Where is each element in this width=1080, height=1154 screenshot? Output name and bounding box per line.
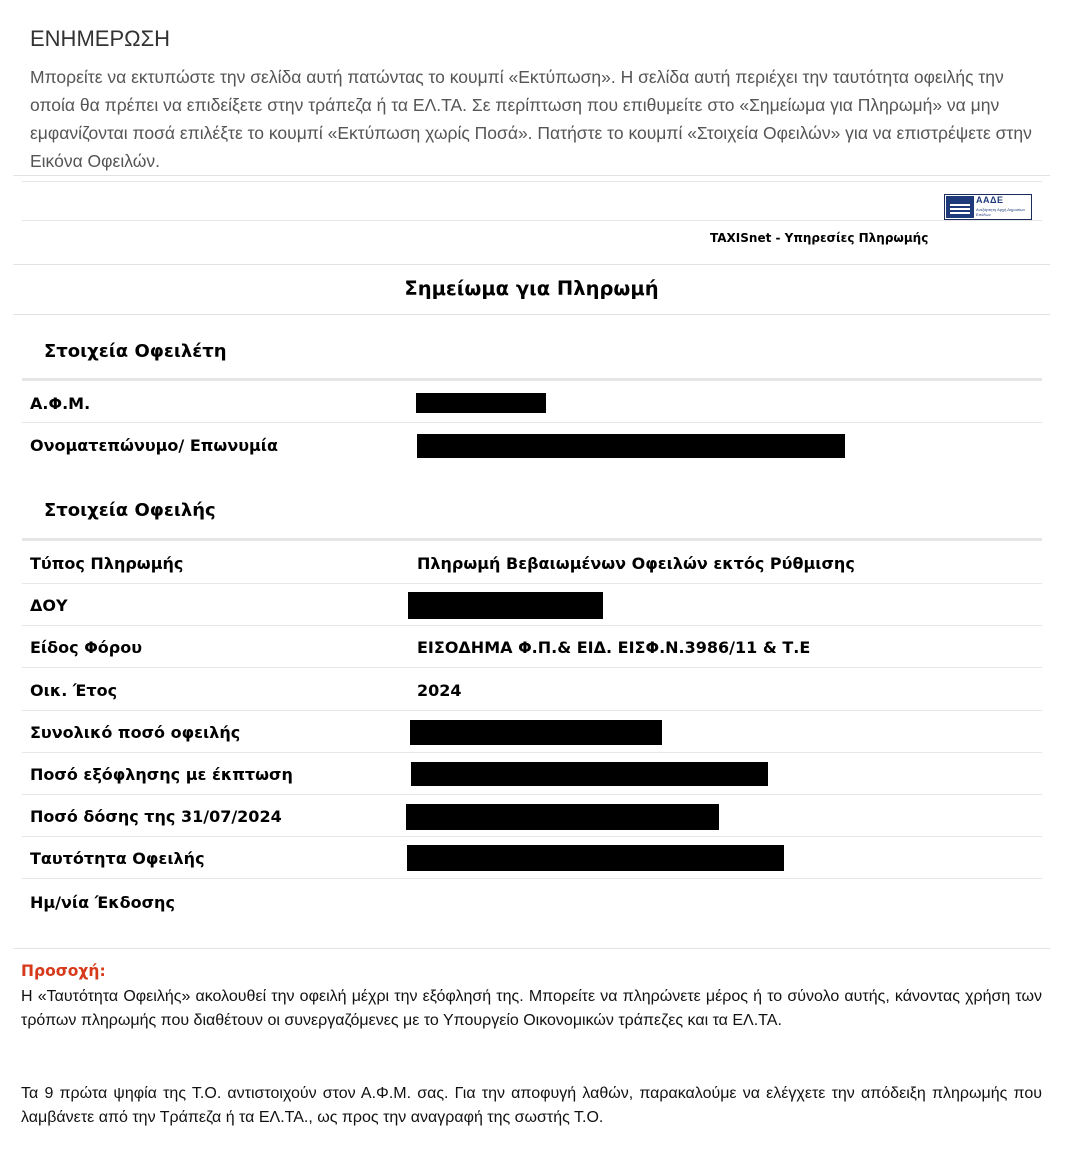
payment-type-label: Τύπος Πληρωμής	[30, 554, 184, 573]
service-caption: TAXISnet - Υπηρεσίες Πληρωμής	[710, 231, 929, 245]
divider	[22, 220, 1042, 221]
divider	[13, 264, 1050, 265]
note-paragraph-2: Τα 9 πρώτα ψηφία της Τ.Ο. αντιστοιχούν στον Α.Φ.Μ. σας. Για την αποφυγή λαθών, παρακαλούμε να ελέγχετε την απόδειξη πληρωμής που λαμβάνετε από την Τράπεζα ή τα ΕΛ.ΤΑ., ως προς την αναγραφή της σωστής Τ.Ο.	[21, 1085, 1042, 1126]
redacted-debt-id	[407, 845, 784, 871]
issue-date-label: Ημ/νία Έκδοσης	[30, 893, 175, 912]
aade-logo	[944, 194, 1032, 220]
year-label: Οικ. Έτος	[30, 681, 118, 700]
doy-label: ΔΟΥ	[30, 596, 68, 615]
tax-type-value: ΕΙΣΟΔΗΜΑ Φ.Π.& ΕΙΔ. ΕΙΣΦ.Ν.3986/11 & Τ.Ε	[417, 638, 811, 657]
divider	[13, 175, 1050, 176]
section-divider	[22, 538, 1042, 541]
discount-amount-label: Ποσό εξόφλησης με έκπτωση	[30, 765, 293, 784]
divider	[22, 181, 1042, 182]
document-title: Σημείωμα για Πληρωμή	[404, 277, 659, 300]
row-divider	[22, 625, 1042, 626]
redacted-discount-amount	[411, 762, 768, 786]
row-divider	[22, 752, 1042, 753]
info-text: Μπορείτε να εκτυπώστε την σελίδα αυτή πατώντας το κουμπί «Εκτύπωση». Η σελίδα αυτή περιέχει την ταυτότητα οφειλής την οποία θα πρέπει να επιδείξετε στην τράπεζα ή τα ΕΛ.ΤΑ. Σε περίπτωση που επιθυμείτε στο «Σημείωμα για Πληρωμή» να μην εμφανίζονται ποσά επιλέξτε το κουμπί «Εκτύπωση χωρίς Ποσά». Πατήστε το κουμπί «Στοιχεία Οφειλών» για να επιστρέψετε στην Εικόνα Οφειλών.	[30, 67, 1032, 171]
debt-section-title: Στοιχεία Οφειλής	[44, 500, 216, 521]
row-divider	[22, 422, 1042, 423]
payment-type-value: Πληρωμή Βεβαιωμένων Οφειλών εκτός Ρύθμισης	[417, 554, 855, 573]
divider	[13, 948, 1050, 949]
debtor-section-title: Στοιχεία Οφειλέτη	[44, 341, 227, 362]
installment-label: Ποσό δόσης της 31/07/2024	[30, 807, 282, 826]
total-amount-label: Συνολικό ποσό οφειλής	[30, 723, 241, 742]
row-divider	[22, 878, 1042, 879]
year-value: 2024	[417, 681, 462, 700]
info-title: ΕΝΗΜΕΡΩΣΗ	[30, 26, 171, 51]
note-paragraph-1: Η «Ταυτότητα Οφειλής» ακολουθεί την οφειλή μέχρι την εξόφλησή της. Μπορείτε να πληρώνετε μέρος ή το σύνολο αυτής, κάνοντας χρήση των τρόπων πληρωμής που διαθέτουν οι συνεργαζόμενες με το Υπουργείο Οικονομικών τράπεζες και τα ΕΛ.ΤΑ.	[21, 988, 1042, 1029]
redacted-installment-amount	[406, 804, 719, 830]
row-divider	[22, 710, 1042, 711]
row-divider	[22, 583, 1042, 584]
logo-text: ΑΑΔΕ	[976, 195, 1004, 205]
redacted-name	[417, 434, 845, 458]
tax-type-label: Είδος Φόρου	[30, 638, 143, 657]
redacted-total-amount	[410, 720, 662, 745]
redacted-afm	[416, 393, 546, 413]
logo-subtext: Ανεξάρτητη Αρχή Δημοσίων Εσόδων	[976, 207, 1026, 217]
section-divider	[22, 378, 1042, 381]
name-label: Ονοματεπώνυμο/ Επωνυμία	[30, 436, 279, 455]
redacted-doy	[408, 592, 603, 619]
row-divider	[22, 667, 1042, 668]
attention-heading: Προσοχή:	[21, 962, 106, 980]
debt-id-label: Ταυτότητα Οφειλής	[30, 849, 205, 868]
aade-emblem-icon	[946, 196, 974, 218]
afm-label: Α.Φ.Μ.	[30, 394, 91, 413]
divider	[13, 314, 1050, 315]
row-divider	[22, 836, 1042, 837]
row-divider	[22, 794, 1042, 795]
